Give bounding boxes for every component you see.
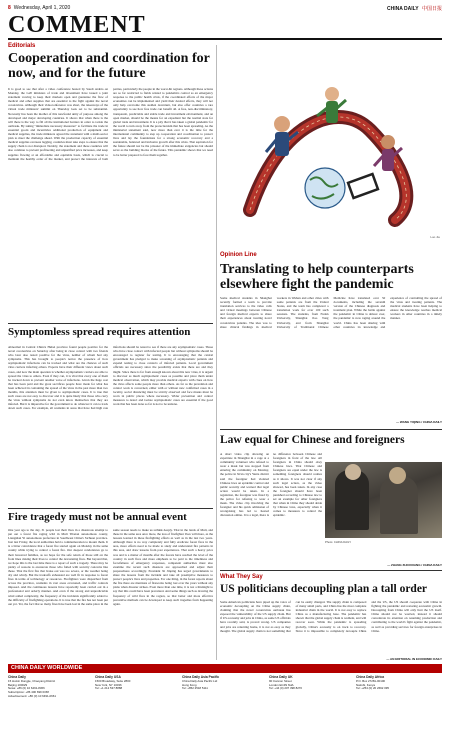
footer-col-name: China Daily Africa [356, 675, 385, 679]
lead-editorial-body [8, 87, 213, 317]
second-editorial-body [8, 345, 213, 503]
photo-figure [389, 467, 406, 484]
footer-line: Tel: +254 (0) 20 2692 095 [356, 686, 390, 691]
page-date: Wednesday, April 1, 2020 [13, 5, 71, 11]
what-they-say-text: Some American politicians have piped up the voice of economic decoupling on the China supply chain, claiming that the novel coronavirus outbreak has exposed the vulnerability of the US supply chain. But if US economy and jobs in China, as some US officials have recently said, is proved wrong. US companies and jobs are returning home, it is not as easy as they thought. The global supply chain is not something that can be easily changed. The supply chain is composed of many small parts, and China has the most complete industrial chain in the world. It is not easy to replace China as a manufacturing base. The pandemic has shown that the global supply chain is resilient, and will recover soon. While the pandemic is spreading globally, China's economy is on track to recovery. Since it is impossible to completely decouple China and the US, the US should cooperate with China in fighting the pandemic and restoring economic growth. Decoupling from China will only hurt the US itself. China should not be worried, instead it should concentrate its attention on resuming production and contributing to the world's fight against the pandemic, as well as providing services for foreign enterprises in China. [220, 600, 442, 633]
third-editorial-text: One year ago to the day, 31 people lost their lives in a disastrous attempt to put out a forest fire raging wild in Muli Tibetan autonomous county, Liangshan Yi autonomous prefecture in Southwest China's Sichuan province. Just last Friday, the local authorities held a commemoration to mourn them. It is a bitter coincidence that a forest fire started again on Monday in the same county while trying to control a forest fire. Our deepest condolences go to their bereaved families, as we hope for the safe return of those still on the front lines risking their lives to control the devastating fires. But beyond that, we hope this is the last time there is a report of such a tragedy. There may be plenty of reasons to exonerate those who failed with security concerns like these. That the first fire that broke out was too severe, or the weather being dry and windy. But the tradeoffs exhausted are well fit in response to forest fires in terms of technology or resources. Firefighters were dispatched from across the province, residents in vast areas evacuated, and traffic controls imposed. And the continuous lessons have reportedly been carried out in a professional and orderly manner. And even if the strong and unpredictable wind added complexity, the frequency of the incidents significantly added to the difficulty of firefighting operations. It is true that the fire has not been put out yet. Yet, the fact that so many fires have been lost in the same place in the same season needs to make us rethink deeply. That in the lands of Muli, and these in the same area once more, the loss of firefighter lives will more, as the lessons learned in these firefighting efforts as well as in the last two years. Although there is no way completely and fully eradicate forest fires in the area, more efforts need to be made to study and understand fire patterns in this area, and draw lessons from past experiences. That such a heavy price was and is a matter of months after the forests have reached the level of the country in such fires and more emphasis to be paid to the timeliness and forcefulness of emergency responses, competent authorities must also examine the recent such disasters are approached and adjust their preparedness accordingly. President Xi Jinping has urged governments to share the lessons from the incident and take all preemptive measures to protect people's lives and properties. For one thing, in the forest reports about the fire there are mentions of fireworks being lost over the years without any plans when disaster strikes. Even more than one time, it is not a hindsight to say that this could have been prevented. And some things such as drawing the frequency of wild fires in the region, so that better and more effective preventive methods can be developed to keep such tragedies from happening again. [8, 528, 213, 606]
opinion-byline: — WANG YIQING / CHINA DAILY [396, 420, 442, 424]
footer-line: 15 Huixin Dongjie, Chaoyang District [8, 678, 56, 683]
cartoon-illustration [220, 60, 442, 240]
what-they-say-byline: — AN EDITORIAL IN ECONOMIC DAILY [386, 657, 442, 661]
opinion-headline: Translating to help counterparts elsewhere fight the pandemic [220, 262, 414, 293]
law-headline: Law equal for Chinese and foreigners [220, 434, 405, 446]
editorial-cartoon [220, 60, 442, 240]
what-they-say-body [220, 600, 442, 656]
lead-editorial-headline: Cooperation and coordination for now, and for the future [8, 51, 210, 82]
second-editorial-text: Abnormal in Central China's Hubei province found people positive for the novel coronavirus on Saturday after being in close contact with two friends who later also tested positive for the virus, neither of whom had any symptoms. This has brought to people's notice the presence of how asymptomatic infections can be tracked and what are the chances of such virus carriers infecting others. Experts have their different views about such cases, and now the main question is whether asymptomatic carriers are able to spread the virus to others. Even if they can, it is vital that every one of them be tracked down to prevent another wave of infections. Given the huge cost that has been paid and the great sacrifices people have made for what has been achieved in containing the spread of the virus in the past more than two months, this attention must be given to asymptomatic cases. It is true that such cases are not easy to discover and it is quite likely that those who carry the virus without symptoms do not even know themselves that they are infected. But it is imperative for the government to do whatever it can to track down such cases. For example, all residents in areas that have had high rate infections should be tested to see if there are any asymptomatic cases. Those who have close contact with infected people but without symptoms should be encouraged to register for testing. It is encouraging that the central government has pledged to make screening of asymptomatic patients and expand testing to close contacts of infected patients. Local government officials are necessary since the possibility exists that there are and they might. Since there is far from enough known about this new virus, it is urgent to discover as much asymptomatic cases as possible and place them under medical observation, which may provide medical experts with clues on how the virus affects some people more than others. As far as the prevention and control work is concerned, either with or without new confirmed cases in a locality, social distancing must be strictly observed and face masks must be worn in public places where necessary. Wider prevention and control measures to detect and isolate asymptomatic cases are essential if the good work that has been done so far is not to be undone. [8, 345, 213, 411]
divider [8, 323, 213, 324]
footer-col-name: China Daily UK [269, 675, 293, 679]
lead-editorial-text: It is good to see that after a video conference hosted by Saudi Arabia on Monday, the G20 ministers of trade and investment have issued a joint statement vowing to keep their markets open and guarantee the flow of medical and other supplies that are essential to the fight against the novel coronavirus. Although their videoconference was short, the takeaways of the virtual trade ministers' summit on Thursday look set to be substantial. Necessity has been the mother of this newfound unity of purpose among the developed and major developing countries. It shows that when there is the will there is the way to fill all the institutional barriers in order to tackle the outbreak. By taking "immediate necessary measures" to facilitate the trade in essential goods and incentivize additional production of equipment and medical supplies, the trade ministers agreed the statement with a multi-sector plan to meet the challenge ahead. With the production capacity of essential medical supplies overseas lagging, countries must take steps to ensure that the supply chain is not disrupted. Notably, the statement and these countries will also continue to prevent profiteering and unjustified price increases, and keep supplies flowing at an affordable and equitable basis, which is crucial to maintain the healthy order of the market, and protect the interests of both parties, particularly the people in the worst-hit regions. Although these actions are so far restricted to fields related to pandemics control as an emergency response to the public health crisis, if the coordinated efforts of the major economies can be implemented and yield their desired effects, they will not only help overcome this sudden downturn, but also offer countries a rare opportunity to see how free trade can benefit all. A free, non-discriminatory, transparent, predictable and stable trade and investment environment, and an open market, should be the means for an expedient but the normal state for global trade and investment. It is a pity that it has taken a global pandemic for the world to turn away from the protectionism that has been spreading. As the ministerial statement said, now more than ever it is the time for the international community to step up cooperation and coordination to protect lives and lay the foundations for a strong economic recovery and a sustainable, balanced and inclusive growth after this crisis. That aspiration for the future should not be the prisoner of the immediate exigencies but should serve as the building blocks of the future. This pandemic shows that we need to be better prepared to face them together. [8, 87, 213, 161]
cartoon-credit: Luo Jie [430, 235, 440, 239]
photo-figure [380, 476, 418, 534]
paper-name: CHINA DAILY [387, 5, 419, 12]
footer-col-asia [182, 676, 266, 691]
footer-col-beijing [8, 676, 92, 699]
footer-line: Beijing 100029 [8, 682, 28, 687]
divider [220, 570, 442, 571]
law-body [220, 452, 322, 564]
paper-name-block [387, 5, 442, 12]
footer-line: Subscription: +86 400 699 0158 [8, 690, 49, 695]
footer-col-uk [269, 676, 353, 691]
opinion-label: Opinion Line [220, 252, 257, 258]
third-editorial-body [8, 528, 213, 660]
footer-line: Tel: +44 (0) 207 398 8270 [269, 686, 303, 691]
section-masthead: COMMENT [8, 12, 442, 40]
second-editorial-headline: Symptomless spread requires attention [8, 326, 191, 338]
photo-caption: Photo: CHINA DAILY [325, 540, 352, 544]
footer-line: New York, NY 10036 [95, 682, 122, 687]
footer-line: 1500 Broadway, Suite 2800 [95, 678, 131, 683]
what-they-say-headline: US politicians decoupling plan a tall order [220, 583, 428, 595]
footer-line: 90 Cannon Street [269, 678, 292, 683]
column-divider [216, 45, 217, 660]
photo-figure [345, 464, 361, 480]
brand-bar: CHINA DAILY WORLDWIDE [8, 664, 442, 673]
opinion-text: Some medical students in Shanghai recently formed a team to provide translation services to the video calls and virtual meetings between Chinese and foreign medical experts to share their experiences about treating novel coronavirus patients. The idea was to share clinical findings in medical workers in Wuhan and other cities with some patients are from the United States, and the team has completed a translation work for over 100 such sessions. The students, from Fudan University, Shanghai Jiao Tong University, and from Shanghai University of Traditional Chinese Medicine have translated over 50 documents, including the seventh version of the Chinese diagnosis and treatment plan. While the battle against the pandemic in China is almost over, the pandemic is now raging around the world. China has been sharing with other countries its knowledge and experience of controlling the spread of the virus and treating patients. The medical students have been helping to ensure the knowledge reaches medical workers in other countries in a timely manner. [220, 296, 442, 329]
footer-line: P.O. Box 27281-00100 [356, 678, 386, 683]
law-byline: — ZHANG ZHOUXIANG / CHINA DAILY [387, 563, 442, 567]
third-editorial-headline: Fire tragedy must not be annual event [8, 511, 187, 523]
footer-line: Nairobi, Kenya [356, 682, 375, 687]
footer-col-name: China Daily Asia Pacific [182, 675, 220, 679]
what-they-say-label: What They Say [220, 574, 263, 580]
page-number: 8 [8, 5, 11, 11]
divider [8, 508, 213, 509]
footer-col-name: China Daily [8, 675, 26, 679]
law-body-continued [325, 546, 442, 560]
opinion-body [220, 296, 442, 416]
footer-line: Advertisement: +86 (0) 10 6491-0661 [8, 693, 56, 698]
news-photo [325, 462, 442, 538]
divider [220, 429, 442, 430]
footer-line: London EC4N 6HA [269, 682, 294, 687]
editorials-label: Editorials [8, 43, 36, 49]
footer-col-usa [95, 676, 179, 691]
footer-line: China Daily Asia Pacific Ltd [182, 678, 218, 683]
footer-col-name: China Daily USA [95, 675, 121, 679]
footer-line: Tel: +1 212 537 8888 [95, 686, 123, 691]
footer-line: Hong Kong [182, 682, 197, 687]
footer-line: Tel: +852 2518 5111 [182, 686, 208, 691]
law-text: A short video clip showing an expatriate in Shanghai in a rage at a community volunteer who refused to wear a mask but was stopped from entering the community on Monday, the police in Xi'an city's Yanta district said the foreigner had violated Chinese laws on epidemic control and public security and warned that legal action would be taken. In a regulation, the foreigner was fined by the police for refusing to wear a mask. The video clip involving the foreigner and his quick admission of wrongdoing has led to heated discussion online. It is a legal, there is no difference between Chinese and foreigners in front of the law. All foreigners in China should obey Chinese laws. That Chinese and foreigners are equal under the law is something foreigners should realize as it shows. It was not clear if any such legal action, as the video showed, has been taken. In any case the foreigner should have been punished according to Chinese law to set an example for other foreigners that when in China they should abide by Chinese laws, especially when it comes to measures to control the epidemic. [220, 452, 322, 518]
paper-name-cn: 中国日报 [421, 5, 442, 12]
footer-line: News: +86 (0) 10 6491-8366 [8, 686, 45, 691]
footer-col-africa [356, 676, 442, 691]
